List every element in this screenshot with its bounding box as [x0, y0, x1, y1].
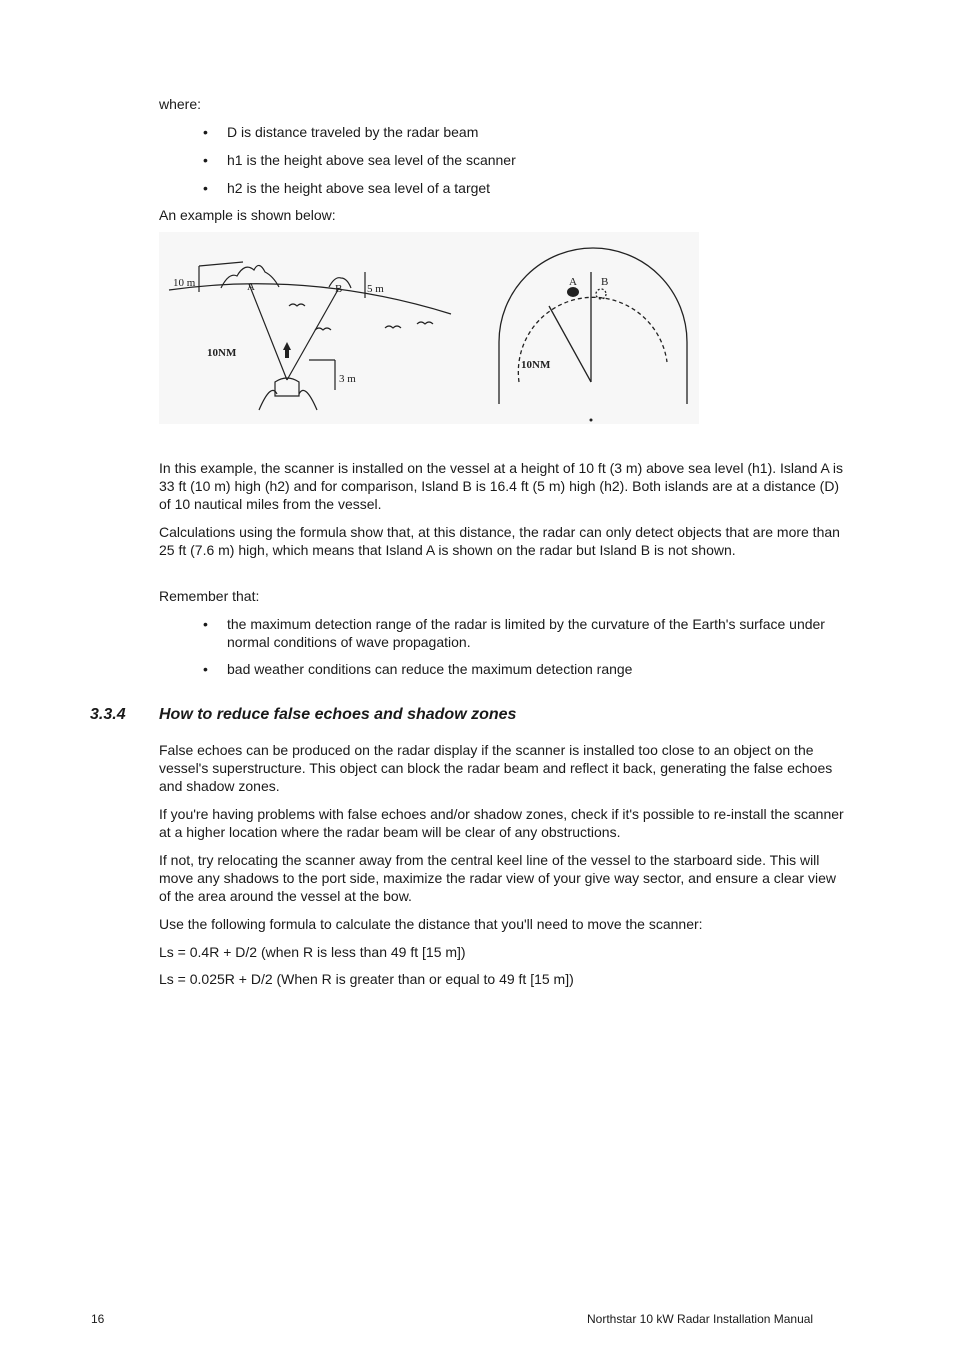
scanner-height-text: 3 m — [339, 373, 356, 385]
section-paragraph: Use the following formula to calculate the distance that you'll need to move the scanner: — [159, 916, 703, 932]
height-b-text: 5 m — [367, 283, 384, 295]
section-paragraph: False echoes can be produced on the radar display if the scanner is installed too close to an object on the vessel's superstructure. This object can block the radar beam and reflect it back, generating the false echoes and shadow zones. — [159, 742, 833, 794]
footer-title: Northstar 10 kW Radar Installation Manual — [587, 1312, 814, 1326]
island-a-echo — [567, 287, 579, 297]
display-b-label: B — [601, 276, 609, 288]
page-number: 16 — [91, 1312, 105, 1326]
formula-line: Ls = 0.4R + D/2 (when R is less than 49 ft [15 m]) — [159, 944, 466, 960]
section-title: How to reduce false echoes and shadow zones — [159, 706, 517, 723]
calculation-paragraph: Calculations using the formula show that, at this distance, the radar can only detect objects that are more than 25 ft (7.6 m) high, which means that Island A is shown on the radar but Island B is not shown. — [159, 524, 840, 558]
section-paragraph: If not, try relocating the scanner away from the central keel line of the vessel to the starboard side. This will move any shadows to the port side, maximize the radar view of your give way sector, and ensure a clear view of the area around the vessel at the bow. — [159, 852, 836, 904]
height-a-text: 10 m — [173, 277, 196, 289]
list-item-text: the maximum detection range of the radar is limited by the curvature of the Earth's surface under normal conditions of wave propagation. — [227, 616, 825, 650]
example-intro: An example is shown below: — [159, 207, 336, 223]
bullet-dot: • — [203, 180, 208, 196]
radar-range-figure — [159, 232, 699, 424]
list-item-text: D is distance traveled by the radar beam — [227, 124, 479, 140]
bullet-dot: • — [203, 124, 208, 140]
display-range-label: 10NM — [521, 359, 551, 371]
list-item-text: h2 is the height above sea level of a target — [227, 180, 491, 196]
where-label: where: — [159, 96, 202, 112]
bullet-dot: • — [203, 152, 208, 168]
formula-line: Ls = 0.025R + D/2 (When R is greater than or equal to 49 ft [15 m]) — [159, 971, 574, 987]
example-paragraph: In this example, the scanner is installed on the vessel at a height of 10 ft (3 m) above sea level (h1). Island A is 33 ft (10 m) high (h2) and for comparison, Island B is 16.4 ft (5 m) high (h2). Both islands are at a distance (D) of 10 nautical miles from the vessel. — [159, 460, 844, 512]
list-item-text: bad weather conditions can reduce the maximum detection range — [227, 661, 633, 677]
remember-label: Remember that: — [159, 588, 260, 604]
section-number: 3.3.4 — [90, 706, 126, 723]
bullet-dot: • — [203, 616, 208, 632]
display-a-label: A — [569, 276, 577, 288]
range-label: 10NM — [207, 347, 237, 359]
bullet-dot: • — [203, 661, 208, 677]
section-paragraph: If you're having problems with false echoes and/or shadow zones, check if it's possible to re-install the scanner at a higher location where the radar beam will be clear of any obstructions. — [159, 806, 844, 840]
list-item-text: h1 is the height above sea level of the scanner — [227, 152, 516, 168]
island-a-label: A — [247, 281, 255, 293]
island-b-label: B — [335, 283, 343, 295]
